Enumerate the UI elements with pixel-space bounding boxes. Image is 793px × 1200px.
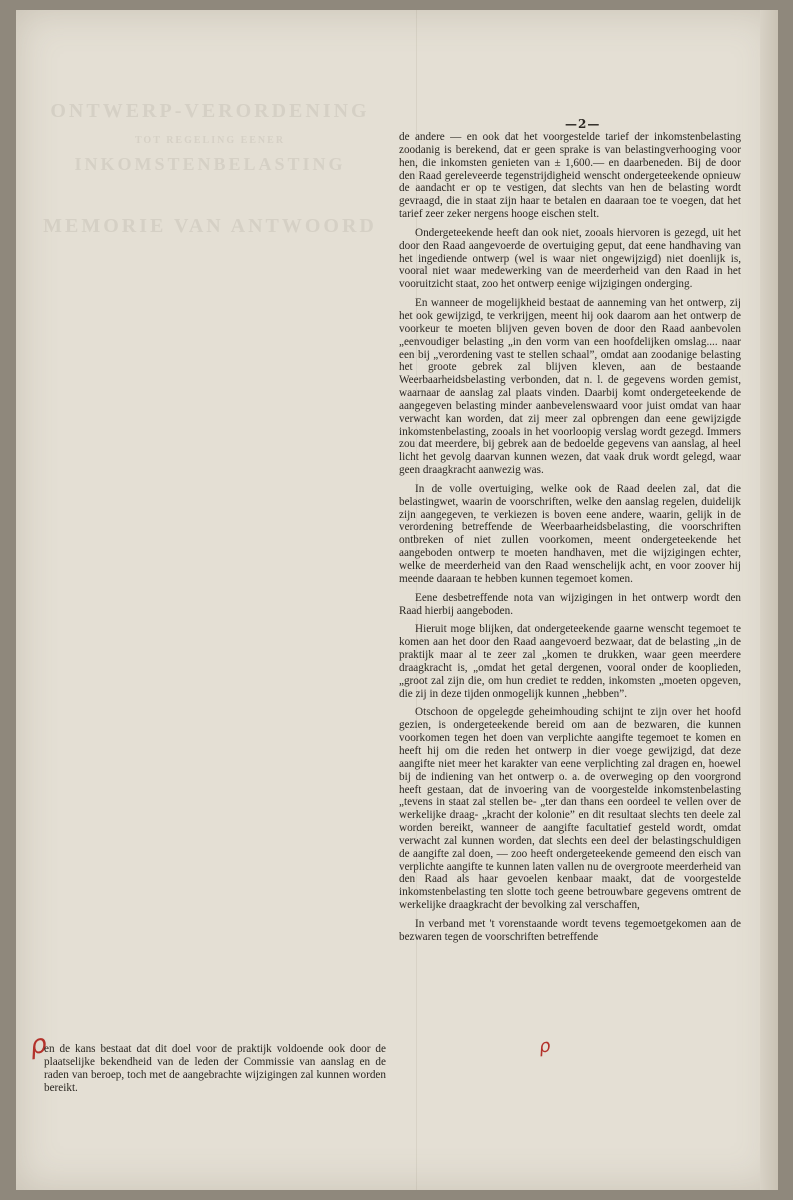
paper-edge [760,10,778,1190]
red-insertion-mark-icon: ρ [27,1028,49,1062]
page-number: —2— [565,117,601,131]
bleed-through-line: ONTWERP-VERORDENING [50,100,370,122]
paragraph: Ondergeteekende heeft dan ook niet, zooals hiervoren is gezegd, uit het door den Raad aangevoerde de overtuiging geput, dat eene handhaving van het ingediende ontwerp (wel is waar niet ongewijzigd) niet doenlijk is, vooral niet waar medewerking van de meerderheid van den Raad in het vooruitzicht staat, zoo het ontwerp eenige wijzigingen onderging. [399,226,741,291]
paragraph: de andere — en ook dat het voorgestelde tarief der inkomstenbelasting zoodanig is berekend, dat er geen sprake is van belastingverhooging voor hen, die inkomsten genieten van ± 1,600.— en daarbeneden. Bij de door den Raad gereleveerde tegenstrijdigheid wenscht ondergeteekende opnieuw de aandacht er op te vestigen, dat slechts van hen de belasting wordt gevraagd, die in staat zijn haar te betalen en daaraan toe te voegen, dat het tarief zeer zeker nergens hooge eischen stelt. [399,131,741,221]
paragraph: Hieruit moge blijken, dat ondergeteekende gaarne wenscht tegemoet te komen aan het door den Raad aangevoerd bezwaar, dat de belasting „in de praktijk maar al te zeer zal „komen te drukken, waar geen meerdere draagkracht is, „omdat het getal dergenen, vooral onder de kooplieden, „groot zal zijn die, om hun crediet te redden, inkomsten „moeten opgeven, die zij in deze tijden onmogelijk kunnen „hebben”. [399,623,741,700]
main-text-column [399,131,741,950]
paragraph: In de volle overtuiging, welke ook de Raad deelen zal, dat die belastingwet, waarin de voorschriften, welke den aanslag regelen, duidelijk zijn aangegeven, te verkiezen is boven eene andere, waarin, gelijk in de verordening betreffende de Weerbaarheidsbelasting, die voorschriften ontbreken of niet zullen voorkomen, meent ondergeteekende het aangeboden ontwerp te moeten handhaven, met die wijzigingen echter, welke de meerderheid van den Raad wenschelijk acht, en voor zoover hij meende daaraan te hebben kunnen tegemoet komen. [399,482,741,585]
bleed-through-line: INKOMSTENBELASTING [74,154,346,174]
paragraph: In verband met 't vorenstaande wordt tevens tegemoetgekomen aan de bezwaren tegen de voorschriften betreffende [399,917,741,943]
red-insertion-mark-icon: ρ [537,1035,552,1058]
bleed-through-text [40,100,380,238]
inserted-text-block: en de kans bestaat dat dit doel voor de praktijk voldoende ook door de plaatselijke bekendheid van de leden der Commissie van aanslag en de raden van beroep, toch met de aangebrachte wijzigingen zal kunnen worden bereikt. [44,1043,386,1094]
paragraph: En wanneer de mogelijkheid bestaat de aanneming van het ontwerp, zij het ook gewijzigd, te verkrijgen, meent hij ook daarom aan het ontwerp de voorkeur te moeten blijven geven boven de door den Raad aanbevolen „eenvoudiger belasting „in den vorm van een hoofdelijken omslag.... naar een bij „verordening vast te stellen schaal”, omdat aan zoodanige belasting het groote gebrek zal blijven kleven, aan de bestaande Weerbaarheidsbelasting verbonden, dat n. l. de gegevens worden gemist, waarnaar de aanslag zal plaats vinden. Daarbij komt ondergeteekende de aangegeven belasting minder aanbevelenswaard voor juist omdat van haar verwacht kan worden, dat zij meer zal opbrengen dan eene gewijzigde inkomstenbelasting, zooals in het voorloopig verslag wordt gezegd. Immers zou dat meerdere, bij gebrek aan de bedoelde gegevens van aanslag, al heel licht het gevolg daarvan kunnen wezen, dat vaak druk wordt gelegd, waar geen draagkracht aanwezig was. [399,297,741,477]
paragraph: Otschoon de opgelegde geheimhouding schijnt te zijn over het hoofd gezien, is ondergeteekende bereid om aan de bezwaren, die kunnen voorkomen tegen het doen van verplichte aangifte tegemoet te komen en heeft hij om die reden het ontwerp in dier voege gewijzigd, dat deze aangifte niet meer het karakter van eene verplichting zal dragen en, hoewel bij de indiening van het ontwerp o. a. de overweging op den voorgrond heeft gestaan, dat de invoering van de voorgestelde inkomstenbelasting „tevens in staat zal stellen be- „ter dan thans een oordeel te vellen over de werkelijke draag- „kracht der kolonie” en dit resultaat slechts ten deele zal worden bereikt, wanneer de aangifte facultatief gesteld wordt, omdat verwacht zal kunnen worden, dat slechts een deel der belastingschuldigen de aangifte zal doen, — zoo heeft ondergeteekende gemeend den eisch van verplichte aangifte te kunnen laten vallen nu de overgroote meerderheid van den Raad als haar gevoelen kenbaar maakt, dat de voorgestelde inkomstenbelasting ten slotte toch geene betrouwbare gegevens omtrent de werkelijke draagkracht der bevolking zal verschaffen, [399,706,741,912]
paragraph: Eene desbetreffende nota van wijzigingen in het ontwerp wordt den Raad hierbij aangeboden. [399,591,741,617]
bleed-through-line: TOT REGELING EENER [134,135,286,146]
bleed-through-line: MEMORIE VAN ANTWOORD [43,215,377,237]
